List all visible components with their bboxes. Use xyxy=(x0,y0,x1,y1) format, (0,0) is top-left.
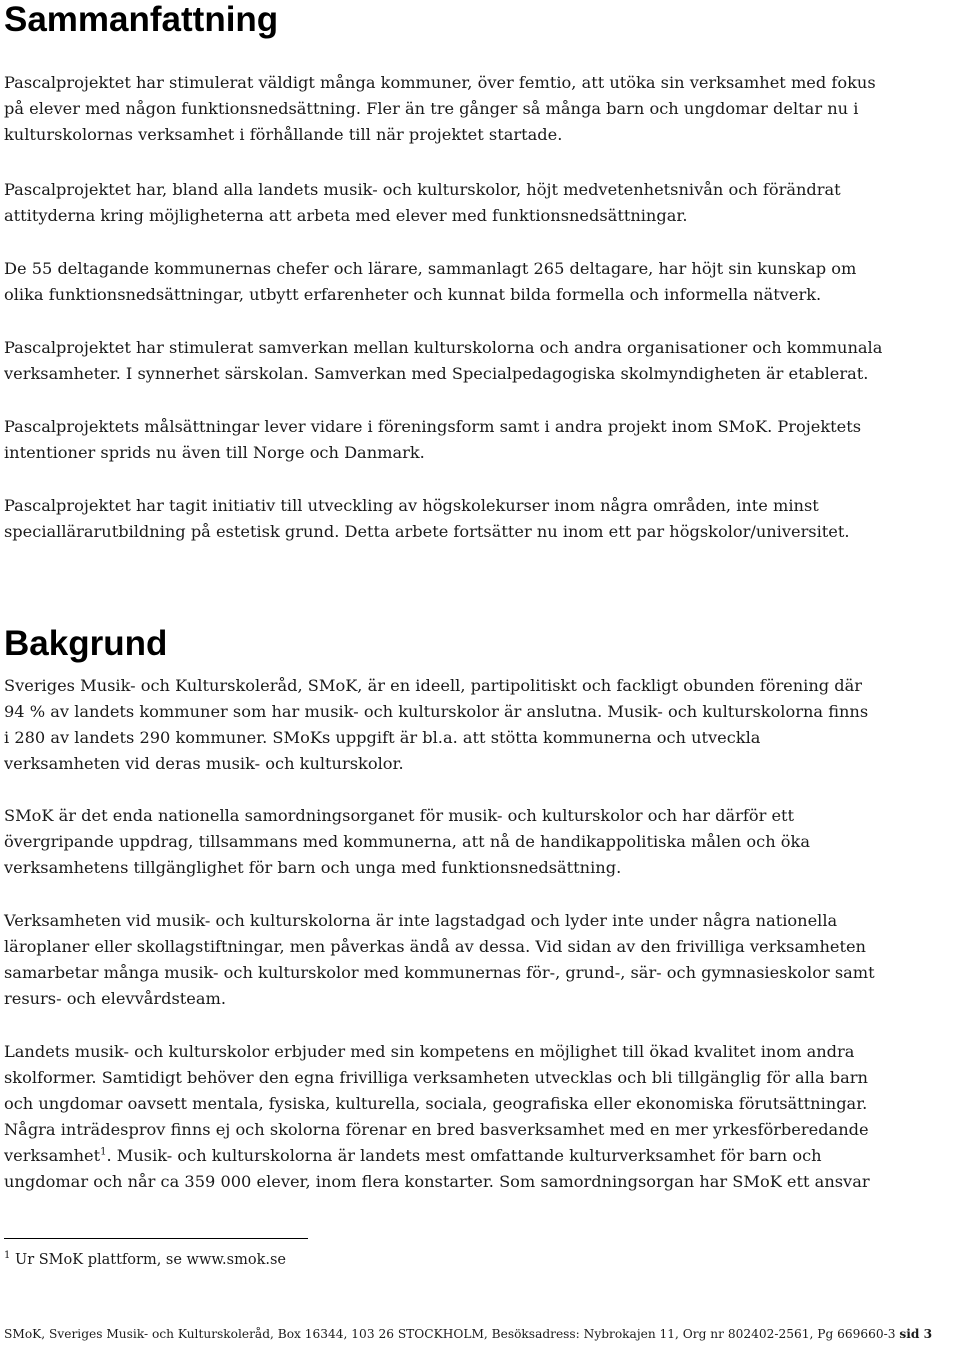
text-line xyxy=(4,1143,956,1169)
text-line: Några inträdesprov finns ej och skolorna förenar en bred basverksamhet med en mer yrkesförberedande xyxy=(4,1120,869,1139)
text-line: verksamheter. I synnerhet särskolan. Samverkan med Specialpedagogiska skolmyndigheten är etablerat. xyxy=(4,364,869,383)
page-footer xyxy=(4,1326,932,1342)
text-line: skolformer. Samtidigt behöver den egna frivilliga verksamheten utvecklas och bli tillgänglig för alla barn xyxy=(4,1068,868,1087)
text-line: speciallärarutbildning på estetisk grund. Detta arbete fortsätter nu inom ett par högskolor/universitet. xyxy=(4,522,850,541)
text-fragment: . Musik- och kulturskolorna är landets mest omfattande kulturverksamhet för barn och xyxy=(106,1146,822,1165)
text-line: läroplaner eller skollagstiftningar, men påverkas ändå av dessa. Vid sidan av den frivilliga verksamheten xyxy=(4,937,866,956)
text-line: ungdomar och når ca 359 000 elever, inom flera konstarter. Som samordningsorgan har SMoK ett ansvar xyxy=(4,1172,870,1191)
background-paragraph-1 xyxy=(4,673,956,777)
footnote-reference: 1 xyxy=(100,1146,107,1158)
footnote xyxy=(4,1250,286,1270)
text-line: Pascalprojektet har stimulerat väldigt många kommuner, över femtio, att utöka sin verksamhet med fokus xyxy=(4,73,876,92)
text-line: och ungdomar oavsett mentala, fysiska, kulturella, sociala, geografiska eller ekonomiska förutsättningar. xyxy=(4,1094,868,1113)
text-line: SMoK är det enda nationella samordningsorganet för musik- och kulturskolor och har därför ett xyxy=(4,806,795,825)
text-line: på elever med någon funktionsnedsättning. Fler än tre gånger så många barn och ungdomar deltar nu i xyxy=(4,99,859,118)
text-line: Pascalprojektets målsättningar lever vidare i föreningsform samt i andra projekt inom SMoK. Projektets xyxy=(4,417,862,436)
text-line: attityderna kring möjligheterna att arbeta med elever med funktionsnedsättningar. xyxy=(4,206,688,225)
footer-address: SMoK, Sveriges Musik- och Kulturskoleråd, Box 16344, 103 26 STOCKHOLM, Besöksadress: Nybrokajen 11, Org nr 802402-2561, Pg 669660-3 xyxy=(4,1327,900,1341)
text-line: resurs- och elevvårdsteam. xyxy=(4,989,227,1008)
summary-heading: Sammanfattning xyxy=(4,0,279,39)
summary-paragraph-3 xyxy=(4,256,956,308)
page-number: sid 3 xyxy=(899,1327,933,1341)
text-line: i 280 av landets 290 kommuner. SMoKs uppgift är bl.a. att stötta kommunerna och utveckla xyxy=(4,728,761,747)
summary-paragraph-6 xyxy=(4,493,956,545)
background-paragraph-2 xyxy=(4,803,956,881)
background-heading: Bakgrund xyxy=(4,624,168,663)
text-line: samarbetar många musik- och kulturskolor med kommunernas för-, grund-, sär- och gymnasieskolor samt xyxy=(4,963,875,982)
summary-paragraph-4 xyxy=(4,335,956,387)
text-fragment: verksamhet xyxy=(4,1146,101,1165)
background-paragraph-4 xyxy=(4,1039,956,1195)
text-line: De 55 deltagande kommunernas chefer och lärare, sammanlagt 265 deltagare, har höjt sin kunskap om xyxy=(4,259,857,278)
text-line: Pascalprojektet har tagit initiativ till utveckling av högskolekurser inom några områden, inte minst xyxy=(4,496,819,515)
summary-paragraph-5 xyxy=(4,414,956,466)
text-line: intentioner sprids nu även till Norge och Danmark. xyxy=(4,443,425,462)
text-line: verksamhetens tillgänglighet för barn och unga med funktionsnedsättning. xyxy=(4,858,622,877)
background-paragraph-3 xyxy=(4,908,956,1012)
text-line: övergripande uppdrag, tillsammans med kommunerna, att nå de handikappolitiska målen och öka xyxy=(4,832,810,851)
text-line: Verksamheten vid musik- och kulturskolorna är inte lagstadgad och lyder inte under några nationella xyxy=(4,911,838,930)
text-line: Sveriges Musik- och Kulturskoleråd, SMoK, är en ideell, partipolitiskt och fackligt obunden förening där xyxy=(4,676,863,695)
text-line: olika funktionsnedsättningar, utbytt erfarenheter och kunnat bilda formella och informella nätverk. xyxy=(4,285,822,304)
text-line: kulturskolornas verksamhet i förhållande till när projektet startade. xyxy=(4,125,563,144)
text-line: Pascalprojektet har stimulerat samverkan mellan kulturskolorna och andra organisationer och kommunala xyxy=(4,338,883,357)
text-line: Pascalprojektet har, bland alla landets musik- och kulturskolor, höjt medvetenhetsnivån och förändrat xyxy=(4,180,841,199)
text-line: 94 % av landets kommuner som har musik- och kulturskolor är anslutna. Musik- och kulturskolorna finns xyxy=(4,702,869,721)
footnote-mark: 1 xyxy=(4,1250,11,1262)
summary-paragraph-1 xyxy=(4,70,956,148)
footnote-text: Ur SMoK plattform, se www.smok.se xyxy=(10,1252,287,1268)
text-line: verksamheten vid deras musik- och kulturskolor. xyxy=(4,754,404,773)
footnote-divider xyxy=(4,1238,308,1239)
text-line: Landets musik- och kulturskolor erbjuder med sin kompetens en möjlighet till ökad kvalitet inom andra xyxy=(4,1042,855,1061)
summary-paragraph-2 xyxy=(4,177,956,229)
